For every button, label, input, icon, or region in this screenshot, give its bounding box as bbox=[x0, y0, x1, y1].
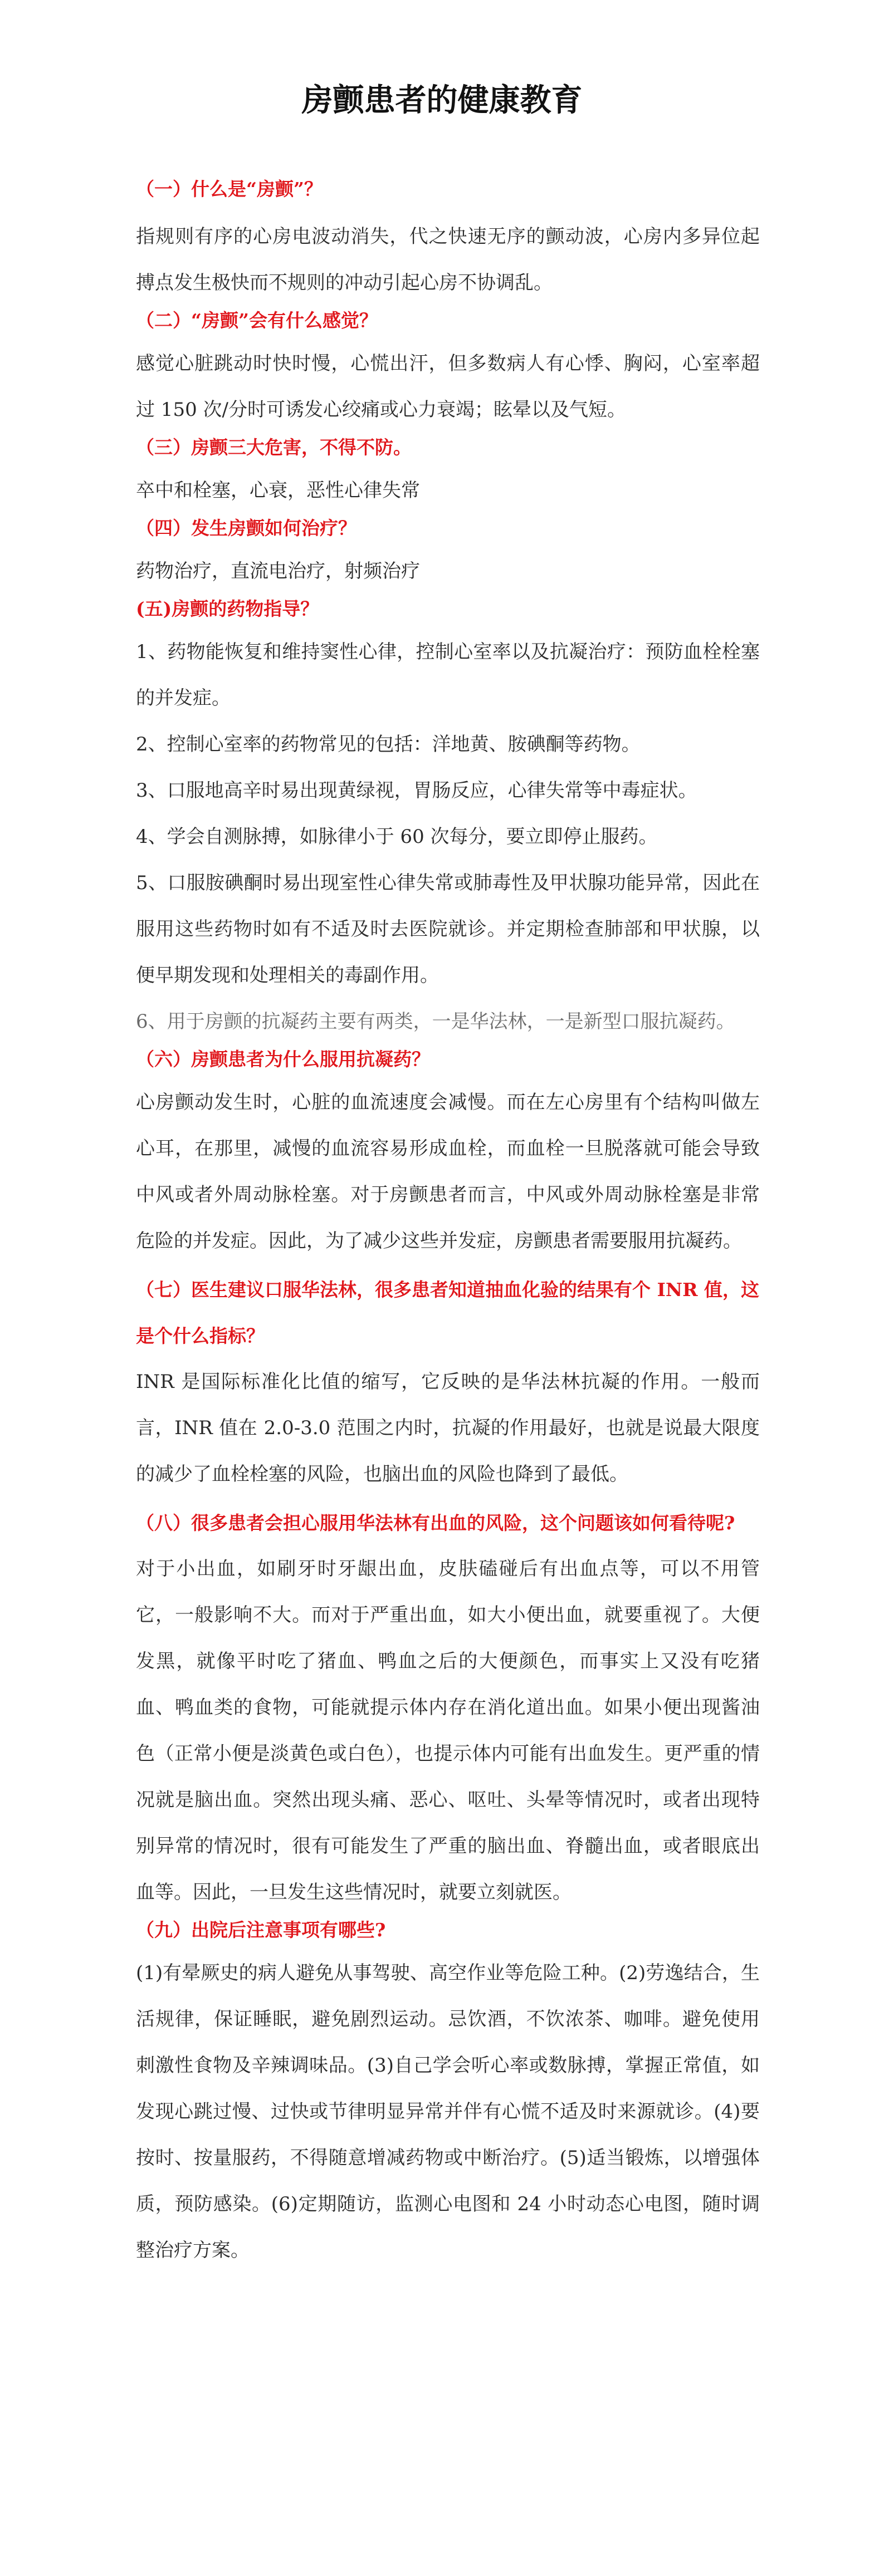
section-9-heading: （九）出院后注意事项有哪些? bbox=[136, 1919, 386, 1941]
section-1-text: 指规则有序的心房电波动消失，代之快速无序的颤动波，心房内多异位起搏点发生极快而不规则的冲动引起心房不协调乱。 bbox=[136, 225, 760, 294]
section-7-text: INR 是国际标准化比值的缩写，它反映的是华法林抗凝的作用。一般而言，INR 值在 2.0-3.0 范围之内时，抗凝的作用最好，也就是说最大限度的减少了血栓栓塞的风险，也脑出血的风险也降到了最低。 bbox=[136, 1371, 760, 1485]
section-5-item-4: 4、学会自测脉搏，如脉律小于 60 次每分，要立即停止服药。 bbox=[136, 826, 658, 848]
section-5-item-1: 1、药物能恢复和维持窦性心律，控制心室率以及抗凝治疗：预防血栓栓塞的并发症。 bbox=[136, 641, 760, 709]
section-2-heading: （二）“房颤”会有什么感觉？ bbox=[136, 310, 378, 331]
section-8-heading: （八）很多患者会担心服用华法林有出血的风险，这个问题该如何看待呢? bbox=[136, 1512, 735, 1534]
section-9-text: (1)有晕厥史的病人避免从事驾驶、高空作业等危险工种。(2)劳逸结合，生活规律，保证睡眠，避免剧烈运动。忌饮酒，不饮浓茶、咖啡。避免使用刺激性食物及辛辣调味品。(3)自己学会听心率或数脉搏，掌握正常值，如发现心跳过慢、过快或节律明显异常并伴有心慌不适及时来源就诊。(4)要按时、按量服药，不得随意增减药物或中断治疗。(5)适当锻炼，以增强体质，预防感染。(6)定期随访，监测心电图和 24 小时动态心电图，随时调整治疗方案。 bbox=[136, 1962, 760, 2261]
section-5-heading: (五)房颤的药物指导？ bbox=[136, 598, 319, 620]
section-2-text: 感觉心脏跳动时快时慢，心慌出汗，但多数病人有心悸、胸闷，心室率超过 150 次/分时可诱发心绞痛或心力衰竭；眩晕以及气短。 bbox=[136, 352, 760, 421]
section-1-heading: （一）什么是“房颤”？ bbox=[136, 178, 323, 200]
section-3-text: 卒中和栓塞，心衰，恶性心律失常 bbox=[136, 479, 420, 502]
section-5-item-3: 3、口服地高辛时易出现黄绿视，胃肠反应，心律失常等中毒症状。 bbox=[136, 779, 697, 802]
section-6-text: 心房颤动发生时，心脏的血流速度会减慢。而在左心房里有个结构叫做左心耳，在那里，减慢的血流容易形成血栓，而血栓一旦脱落就可能会导致中风或者外周动脉栓塞。对于房颤患者而言，中风或外周动脉栓塞是非常危险的并发症。因此，为了减少这些并发症，房颤患者需要服用抗凝药。 bbox=[136, 1091, 760, 1252]
section-4-text: 药物治疗，直流电治疗，射频治疗 bbox=[136, 560, 420, 582]
section-5-item-2: 2、控制心室率的药物常见的包括：洋地黄、胺碘酮等药物。 bbox=[136, 733, 641, 755]
section-8-text: 对于小出血，如刷牙时牙龈出血，皮肤磕碰后有出血点等，可以不用管它，一般影响不大。而对于严重出血，如大小便出血，就要重视了。大便发黑，就像平时吃了猪血、鸭血之后的大便颜色，而事实上又没有吃猪血、鸭血类的食物，可能就提示体内存在消化道出血。如果小便出现酱油色（正常小便是淡黄色或白色），也提示体内可能有出血发生。更严重的情况就是脑出血。突然出现头痛、恶心、呕吐、头晕等情况时，或者出现特别异常的情况时，很有可能发生了严重的脑出血、脊髓出血，或者眼底出血等。因此，一旦发生这些情况时，就要立刻就医。 bbox=[136, 1558, 760, 1903]
document-content bbox=[136, 156, 760, 2274]
document-title: 房颤患者的健康教育 bbox=[301, 82, 583, 119]
section-5-item-5: 5、口服胺碘酮时易出现室性心律失常或肺毒性及甲状腺功能异常，因此在服用这些药物时如有不适及时去医院就诊。并定期检查肺部和甲状腺，以便早期发现和处理相关的毒副作用。 bbox=[136, 872, 760, 987]
section-3-heading: （三）房颤三大危害，不得不防。 bbox=[136, 436, 412, 458]
section-6-heading: （六）房颤患者为什么服用抗凝药？ bbox=[136, 1048, 430, 1070]
section-5-item-6: 6、用于房颤的抗凝药主要有两类，一是华法林，一是新型口服抗凝药。 bbox=[136, 1010, 735, 1033]
section-4-heading: （四）发生房颤如何治疗？ bbox=[136, 517, 356, 539]
section-7-heading: （七）医生建议口服华法林，很多患者知道抽血化验的结果有个 INR 值，这是个什么指标？ bbox=[136, 1279, 760, 1347]
